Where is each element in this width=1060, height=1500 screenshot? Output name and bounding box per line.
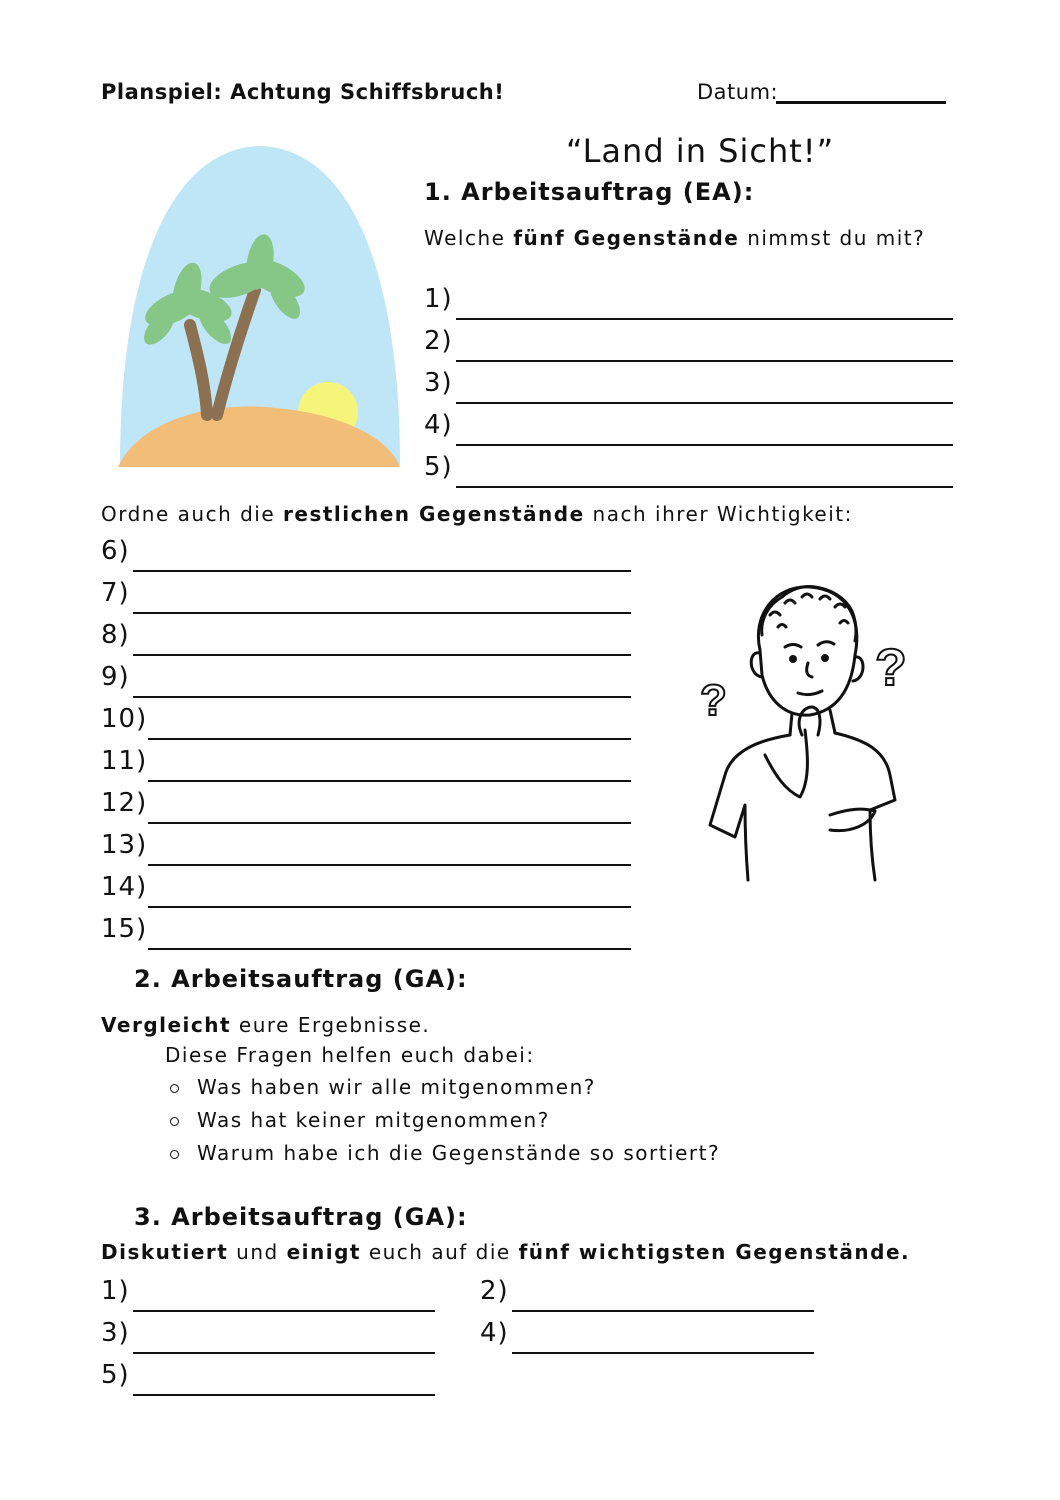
worksheet-header-title: Planspiel: Achtung Schiffsbruch! [101,80,505,104]
task3-number-3: 3) [101,1318,130,1348]
rest-answer-line-8[interactable] [133,654,631,656]
task3-s4: euch auf die [360,1240,519,1264]
rest-number-7: 7) [101,578,130,608]
rest-instruction-bold: restlichen Gegenstände [283,502,585,526]
task3-answer-line-1[interactable] [133,1310,435,1312]
task3-answer-line-5[interactable] [133,1394,435,1396]
page-title: “Land in Sicht!” [566,132,835,170]
task1-number-5: 5) [424,452,453,482]
task1-number-4: 4) [424,410,453,440]
task2-bullet-3: Warum habe ich die Gegenstände so sortiert? [197,1141,721,1165]
task2-line2: Diese Fragen helfen euch dabei: [165,1043,535,1067]
task2-bullet-1: Was haben wir alle mitgenommen? [197,1075,596,1099]
task3-s1: Diskutiert [101,1240,229,1264]
task1-heading: 1. Arbeitsauftrag (EA): [424,178,755,206]
rest-answer-line-13[interactable] [148,864,631,866]
task3-heading: 3. Arbeitsauftrag (GA): [134,1203,468,1231]
task1-number-1: 1) [424,284,453,314]
task1-number-2: 2) [424,326,453,356]
task1-answer-line-1[interactable] [456,318,953,320]
bullet-icon [170,1117,179,1126]
task2-line1 [101,1013,430,1037]
rest-answer-line-10[interactable] [148,738,631,740]
rest-instruction [101,502,853,526]
task3-s2: und [228,1240,287,1264]
task1-answer-line-3[interactable] [456,402,953,404]
task3-number-4: 4) [480,1318,509,1348]
task2-line1-post: eure Ergebnisse. [231,1013,431,1037]
rest-answer-line-12[interactable] [148,822,631,824]
rest-number-8: 8) [101,620,130,650]
rest-instruction-post: nach ihrer Wichtigkeit: [584,502,853,526]
rest-number-9: 9) [101,662,130,692]
rest-number-13: 13) [101,830,148,860]
rest-number-11: 11) [101,746,148,776]
task2-heading: 2. Arbeitsauftrag (GA): [134,965,468,993]
task3-instruction [101,1240,910,1264]
task1-question-bold: fünf Gegenstände [513,226,740,250]
rest-answer-line-6[interactable] [133,570,631,572]
task1-question-pre: Welche [424,226,514,250]
task3-answer-line-3[interactable] [133,1352,435,1354]
task3-number-1: 1) [101,1276,130,1306]
task1-answer-line-4[interactable] [456,444,953,446]
rest-number-10: 10) [101,704,148,734]
rest-answer-line-15[interactable] [148,948,631,950]
task2-bullet-2: Was hat keiner mitgenommen? [197,1108,550,1132]
rest-answer-line-14[interactable] [148,906,631,908]
question-mark-right: ? [875,639,907,697]
task3-s5: fünf wichtigsten Gegenstände. [518,1240,911,1264]
task2-line1-bold: Vergleicht [101,1013,232,1037]
task1-question [424,226,925,250]
bullet-icon [170,1084,179,1093]
rest-instruction-pre: Ordne auch die [101,502,284,526]
task3-s3: einigt [286,1240,361,1264]
rest-number-6: 6) [101,536,130,566]
rest-number-14: 14) [101,872,148,902]
task1-answer-line-5[interactable] [456,486,953,488]
task3-number-5: 5) [101,1360,130,1390]
rest-number-15: 15) [101,914,148,944]
date-field-line[interactable] [776,101,946,104]
task3-answer-line-2[interactable] [512,1310,814,1312]
thinking-boy-icon [690,575,930,885]
task3-answer-line-4[interactable] [512,1352,814,1354]
rest-answer-line-9[interactable] [133,696,631,698]
bullet-icon [170,1150,179,1159]
island-palm-icon [115,140,405,470]
date-label: Datum: [697,80,779,104]
task1-answer-line-2[interactable] [456,360,953,362]
task1-question-post: nimmst du mit? [739,226,926,250]
task1-number-3: 3) [424,368,453,398]
task3-number-2: 2) [480,1276,509,1306]
question-mark-left: ? [700,676,727,725]
rest-answer-line-7[interactable] [133,612,631,614]
rest-answer-line-11[interactable] [148,780,631,782]
rest-number-12: 12) [101,788,148,818]
